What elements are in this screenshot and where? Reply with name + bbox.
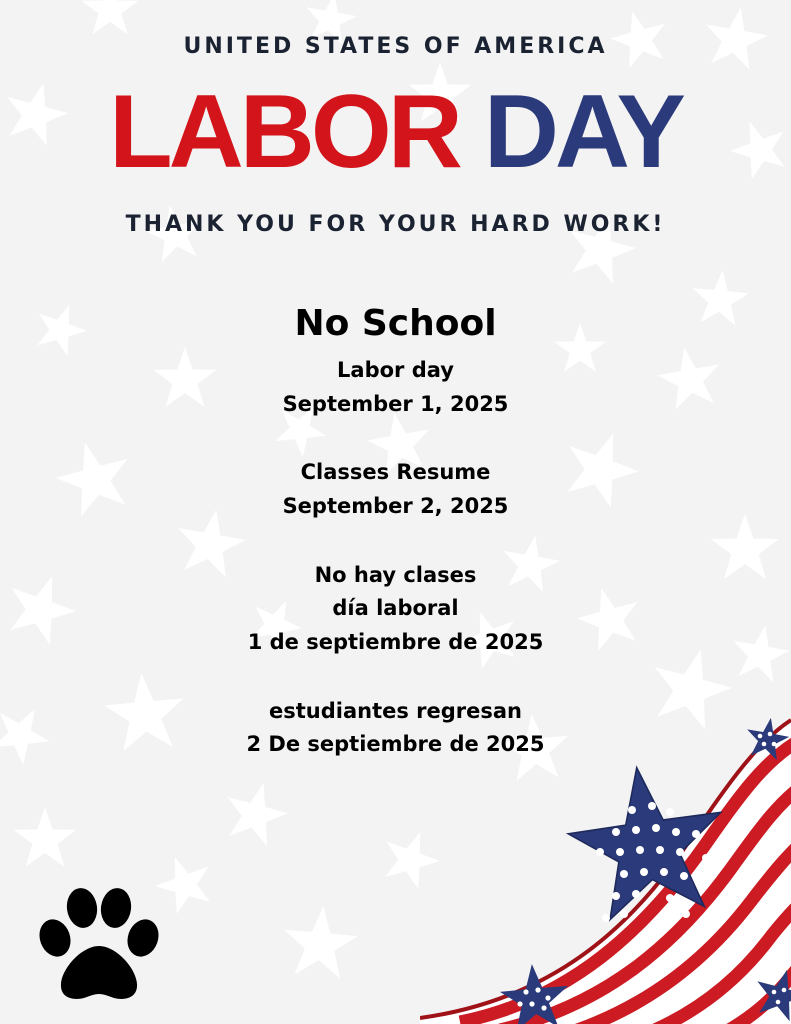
- paw-print-icon: [38, 886, 160, 1004]
- resume-label-english: Classes Resume: [300, 460, 491, 484]
- thank-you-tagline: THANK YOU FOR YOUR HARD WORK!: [125, 212, 666, 237]
- resume-label-spanish: estudiantes regresan: [268, 699, 523, 723]
- headline-word-labor: LABOR: [109, 74, 459, 190]
- holiday-name-english: Labor day: [337, 358, 454, 382]
- no-classes-spanish: No hay clases: [314, 563, 477, 587]
- labor-day-headline: [0, 74, 791, 190]
- resume-date-english: September 2, 2025: [282, 494, 509, 518]
- holiday-name-spanish: día laboral: [332, 596, 459, 620]
- headline-word-day: DAY: [483, 74, 682, 190]
- holiday-date-spanish: 1 de septiembre de 2025: [247, 630, 544, 654]
- american-flag-stars-icon: [420, 700, 791, 1024]
- country-heading: UNITED STATES OF AMERICA: [183, 34, 608, 59]
- resume-date-spanish: 2 De septiembre de 2025: [246, 732, 545, 756]
- no-school-title: No School: [294, 303, 497, 344]
- holiday-date-english: September 1, 2025: [282, 392, 509, 416]
